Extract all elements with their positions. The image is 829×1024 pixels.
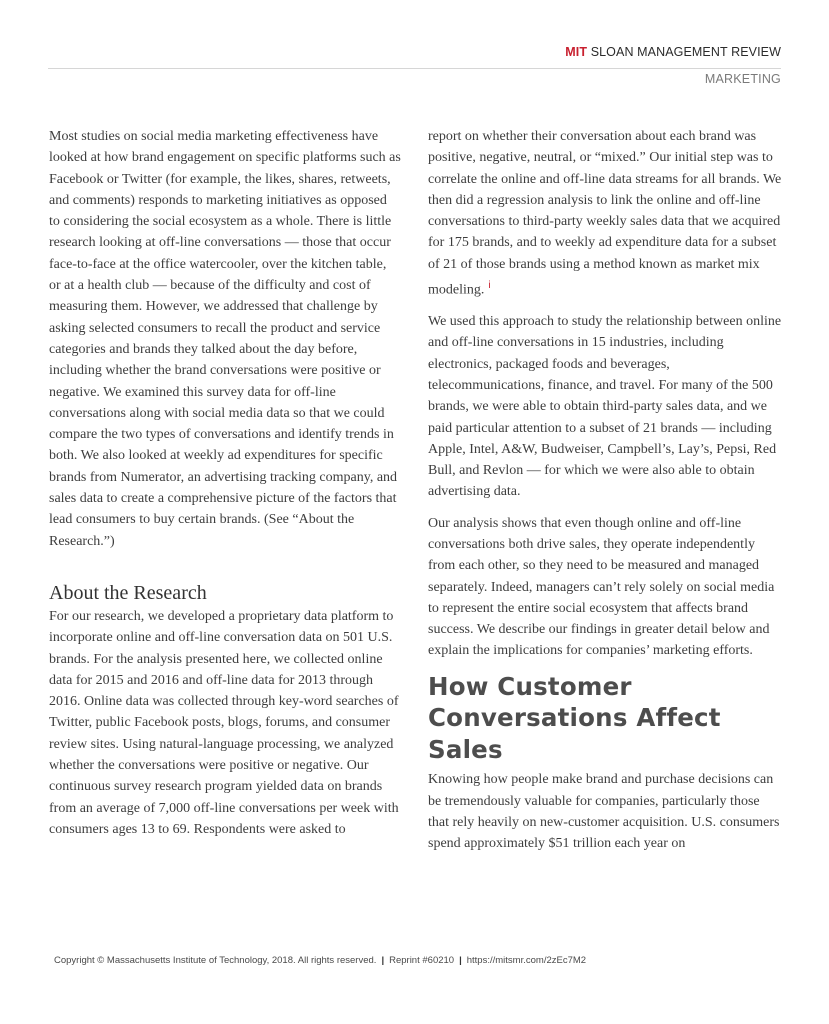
approach-paragraph: We used this approach to study the relationship between online and off-line conversations in 15 industries, including electronics, packaged foods and beverages, telecommunications, finance, and travel. For many of the 500 brands, we were able to obtain third-party sales data, and we paid particular attention to a subset of 21 brands — including Apple, Intel, A&W, Budweiser, Campbell’s, Lay’s, Pepsi, Red Bull, and Revlon — for which we were also able to obtain advertising data. <box>428 314 782 500</box>
page-footer <box>54 955 586 966</box>
footer-separator: | <box>459 955 462 966</box>
research-continued-paragraph <box>428 126 782 301</box>
analysis-paragraph: Our analysis shows that even though online and off-line conversations both drive sales, they operate independently from each other, so they need to be measured and managed separately. Indeed, managers can’t rely solely on social media to represent the entire social ecosystem that affects brand success. We describe our findings in greater detail below and explain the implications for companies’ marketing efforts. <box>428 515 775 659</box>
left-column <box>49 126 401 840</box>
publication-brand <box>565 45 781 59</box>
research-paragraph: For our research, we developed a proprietary data platform to incorporate online and off-line conversation data on 501 U.S. brands. For the analysis presented here, we collected online data for 2015 and 2016 and off-line data for 2013 through 2016. Online data was collected through key-word searches of Twitter, public Facebook posts, blogs, forums, and consumer review sites. Using natural-language processing, we analyzed whether the conversations were positive or negative. Our continuous survey research program yielded data on brands from an average of 7,000 off-line conversations per week with consumers ages 13 to 69. Respondents were asked to <box>49 608 399 837</box>
research-continued-text: report on whether their conversation about each brand was positive, negative, neutral, or “mixed.” Our initial step was to correlate the online and off-line data streams for all brands. We then did a regression analysis to link the online and off-line conversations to third-party weekly sales data that we acquired for 175 brands, and to weekly ad expenditure data for a subset of 21 of those brands using a method known as market mix modeling. <box>428 129 782 298</box>
footnote-marker[interactable]: i <box>488 280 491 292</box>
brand-name: SLOAN MANAGEMENT REVIEW <box>587 45 781 59</box>
reprint-link[interactable]: https://mitsmr.com/2zEc7M2 <box>466 955 587 966</box>
reprint-number: Reprint #60210 <box>389 955 455 966</box>
right-column <box>428 126 782 854</box>
knowing-paragraph: Knowing how people make brand and purchase decisions can be tremendously valuable for companies, particularly those that rely heavily on new-customer acquisition. U.S. consumers spend approximately $51 trillion each year on <box>428 772 780 852</box>
header-divider <box>48 68 781 69</box>
brand-mit: MIT <box>565 45 588 59</box>
intro-paragraph: Most studies on social media marketing effectiveness have looked at how brand engagement on specific platforms such as Facebook or Twitter (for example, the likes, shares, retweets, and comments) responds to marketing initiatives as opposed to considering the social ecosystem as a whole. There is little research looking at off-line conversations — those that occur face-to-face at the office watercooler, over the kitchen table, or at a health club — because of the difficulty and cost of measuring them. However, we addressed that challenge by asking selected consumers to recall the product and service categories and brands they talked about the day before, including whether the brand conversations were positive or negative. We examined this survey data for off-line conversations along with social media data so that we could compare the two types of conversations and identify trends in both. We also looked at weekly ad expenditures for specific brands from Numerator, an advertising tracking company, and sales data to create a comprehensive picture of the factors that lead consumers to buy certain brands. (See “About the Research.”) <box>49 129 401 549</box>
section-heading: How Customer Conversations Affect Sales <box>428 671 721 764</box>
copyright-text: Copyright © Massachusetts Institute of Technology, 2018. All rights reserved. <box>54 955 377 966</box>
section-label: MARKETING <box>704 72 781 86</box>
footer-separator: | <box>381 955 385 966</box>
research-heading: About the Research <box>49 581 207 604</box>
